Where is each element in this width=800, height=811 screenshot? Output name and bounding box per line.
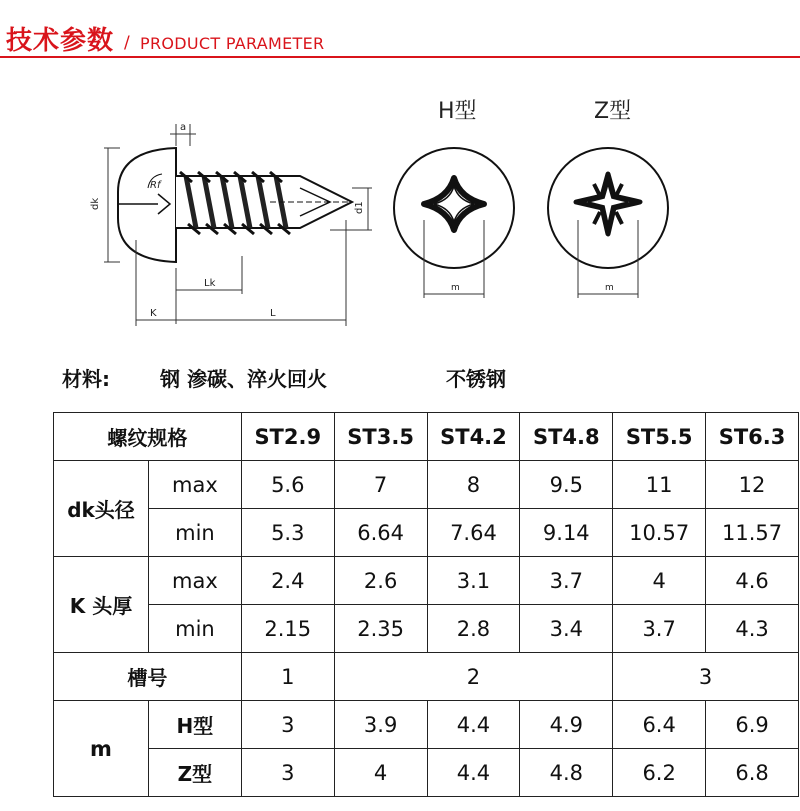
table-row-k-max bbox=[54, 557, 799, 605]
table-cell: 9.14 bbox=[520, 509, 613, 557]
h-type-head-view bbox=[394, 99, 514, 298]
table-row-dk-max bbox=[54, 461, 799, 509]
table-cell: 4.4 bbox=[427, 701, 520, 749]
table-cell: 7.64 bbox=[427, 509, 520, 557]
max-label: max bbox=[149, 461, 242, 509]
table-cell: 2.4 bbox=[241, 557, 334, 605]
table-cell: 5.3 bbox=[241, 509, 334, 557]
h-type-row-label: H型 bbox=[149, 701, 242, 749]
spec-cell: ST4.8 bbox=[520, 413, 613, 461]
h-type-label: H型 bbox=[438, 99, 477, 124]
table-cell: 2.6 bbox=[334, 557, 427, 605]
spec-cell: ST5.5 bbox=[613, 413, 706, 461]
table-cell: 2.35 bbox=[334, 605, 427, 653]
page-subtitle: PRODUCT PARAMETER bbox=[140, 34, 325, 53]
table-cell: 9.5 bbox=[520, 461, 613, 509]
dim-l-label: L bbox=[270, 308, 276, 319]
table-cell: 4 bbox=[334, 749, 427, 797]
table-cell: 12 bbox=[706, 461, 799, 509]
table-cell: 4.9 bbox=[520, 701, 613, 749]
table-cell: 2.8 bbox=[427, 605, 520, 653]
table-row-spec bbox=[54, 413, 799, 461]
table-row-m-h bbox=[54, 701, 799, 749]
table-row-m-z bbox=[54, 749, 799, 797]
table-cell: 1 bbox=[241, 653, 334, 701]
min-label: min bbox=[149, 509, 242, 557]
spec-table bbox=[53, 412, 799, 797]
max-label: max bbox=[149, 557, 242, 605]
table-cell: 6.4 bbox=[613, 701, 706, 749]
z-type-head-view bbox=[548, 99, 668, 298]
table-cell: 6.8 bbox=[706, 749, 799, 797]
table-row-slot bbox=[54, 653, 799, 701]
z-type-label: Z型 bbox=[594, 99, 632, 124]
table-cell: 5.6 bbox=[241, 461, 334, 509]
table-cell: 4 bbox=[613, 557, 706, 605]
table-cell: 3.9 bbox=[334, 701, 427, 749]
screw-technical-drawing bbox=[0, 80, 800, 340]
screw-side-view bbox=[118, 148, 352, 262]
table-cell: 3 bbox=[613, 653, 799, 701]
m-label: m bbox=[54, 701, 149, 797]
material-option-steel: 钢 渗碳、淬火回火 bbox=[160, 367, 327, 391]
dim-m-h-label: m bbox=[451, 283, 460, 293]
slot-label: 槽号 bbox=[54, 653, 242, 701]
dim-m-z-label: m bbox=[605, 283, 614, 293]
material-option-stainless: 不锈钢 bbox=[446, 367, 506, 391]
min-label: min bbox=[149, 605, 242, 653]
table-cell: 3 bbox=[241, 701, 334, 749]
dim-k-label: K bbox=[150, 308, 157, 319]
table-cell: 2.15 bbox=[241, 605, 334, 653]
table-cell: 10.57 bbox=[613, 509, 706, 557]
table-cell: 4.4 bbox=[427, 749, 520, 797]
table-cell: 7 bbox=[334, 461, 427, 509]
material-label: 材料: bbox=[62, 367, 110, 391]
dk-label: dk头径 bbox=[54, 461, 149, 557]
table-cell: 4.8 bbox=[520, 749, 613, 797]
dim-d1-label: d1 bbox=[354, 201, 365, 214]
table-cell: 3.4 bbox=[520, 605, 613, 653]
table-cell: 6.9 bbox=[706, 701, 799, 749]
table-cell: 11.57 bbox=[706, 509, 799, 557]
z-type-row-label: Z型 bbox=[149, 749, 242, 797]
spec-cell: ST6.3 bbox=[706, 413, 799, 461]
table-row-k-min bbox=[54, 605, 799, 653]
page-title: 技术参数 bbox=[6, 26, 115, 56]
table-cell: 3.7 bbox=[613, 605, 706, 653]
dim-lk-label: Lk bbox=[204, 278, 216, 289]
table-cell: 3.1 bbox=[427, 557, 520, 605]
table-cell: 8 bbox=[427, 461, 520, 509]
title-separator: / bbox=[124, 33, 130, 53]
spec-cell: ST4.2 bbox=[427, 413, 520, 461]
dim-rf-label: Rf bbox=[150, 180, 161, 191]
spec-label: 螺纹规格 bbox=[54, 413, 242, 461]
table-cell: 3.7 bbox=[520, 557, 613, 605]
table-cell: 11 bbox=[613, 461, 706, 509]
spec-cell: ST2.9 bbox=[241, 413, 334, 461]
table-cell: 4.3 bbox=[706, 605, 799, 653]
k-label: K 头厚 bbox=[54, 557, 149, 653]
table-cell: 2 bbox=[334, 653, 613, 701]
dim-a-label: a bbox=[180, 122, 187, 133]
table-cell: 6.2 bbox=[613, 749, 706, 797]
table-cell: 6.64 bbox=[334, 509, 427, 557]
header bbox=[0, 0, 800, 60]
dim-dk-label: dk bbox=[90, 197, 101, 210]
table-row-dk-min bbox=[54, 509, 799, 557]
table-cell: 3 bbox=[241, 749, 334, 797]
title-underline bbox=[0, 56, 800, 58]
spec-cell: ST3.5 bbox=[334, 413, 427, 461]
table-cell: 4.6 bbox=[706, 557, 799, 605]
